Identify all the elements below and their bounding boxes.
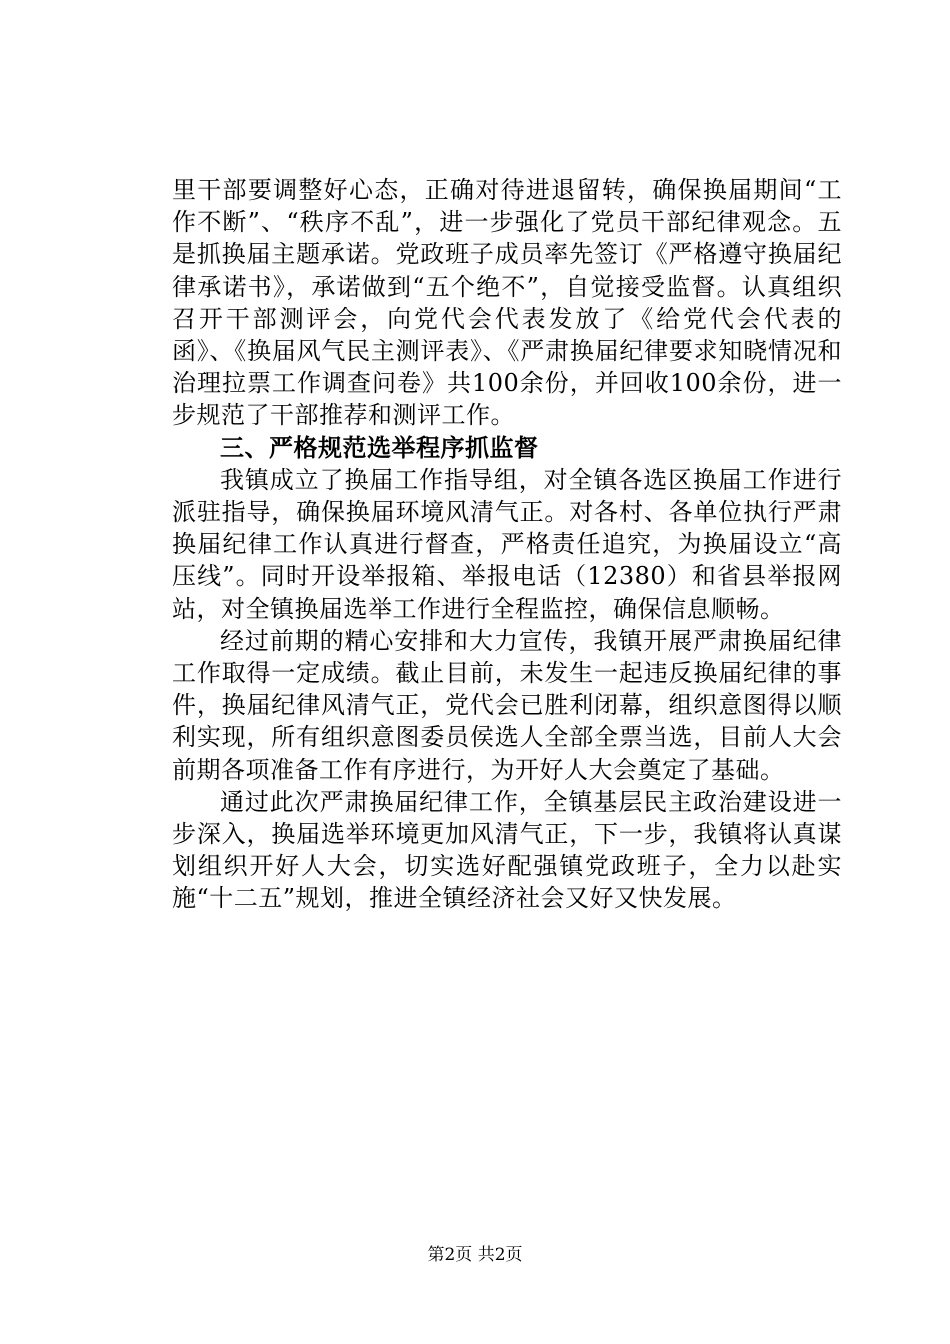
body-paragraph: 我镇成立了换届工作指导组，对全镇各选区换届工作进行派驻指导，确保换届环境风清气正。对各村、各单位执行严肃换届纪律工作认真进行督查，严格责任追究，为换届设立“高压线”。同时开设举报箱、举报电话（12380）和省县举报网站，对全镇换届选举工作进行全程监控，确保信息顺畅。 xyxy=(172,465,842,623)
body-paragraph: 经过前期的精心安排和大力宣传，我镇开展严肃换届纪律工作取得一定成绩。截止目前，未发生一起违反换届纪律的事件，换届纪律风清气正，党代会已胜利闭幕，组织意图得以顺利实现，所有组织意图委员侯选人全部全票当选，目前人大会前期各项准备工作有序进行，为开好人大会奠定了基础。 xyxy=(172,626,842,784)
page-footer: 第2页 共2页 xyxy=(427,1245,523,1265)
document-body xyxy=(172,174,842,915)
body-paragraph: 通过此次严肃换届纪律工作，全镇基层民主政治建设进一步深入，换届选举环境更加风清气正，下一步，我镇将认真谋划组织开好人大会，切实选好配强镇党政班子，全力以赴实施“十二五”规划，推进全镇经济社会又好又快发展。 xyxy=(172,787,842,913)
section-heading: 三、严格规范选举程序抓监督 xyxy=(220,433,539,462)
body-paragraph: 里干部要调整好心态，正确对待进退留转，确保换届期间“工作不断”、“秩序不乱”，进一步强化了党员干部纪律观念。五是抓换届主题承诺。党政班子成员率先签订《严格遵守换届纪律承诺书》，承诺做到“五个绝不”，自觉接受监督。认真组织召开干部测评会，向党代会代表发放了《给党代会代表的函》、《换届风气民主测评表》、《严肃换届纪律要求知晓情况和治理拉票工作调查问卷》共100余份，并回收100余份，进一步规范了干部推荐和测评工作。 xyxy=(172,176,842,430)
